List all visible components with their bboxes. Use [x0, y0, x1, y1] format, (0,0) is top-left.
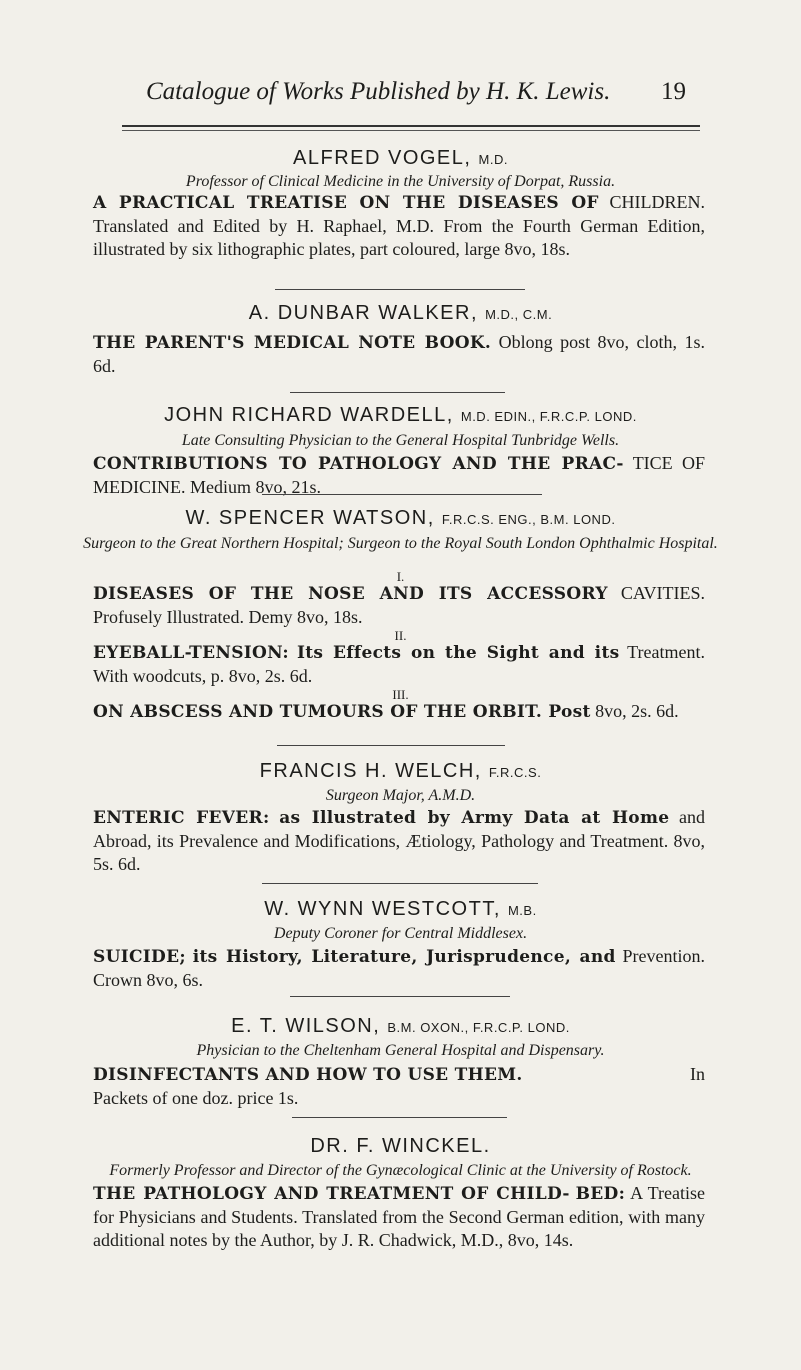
author-role: Formerly Professor and Director of the Gynæcological Clinic at the University of Rostock.	[109, 1162, 692, 1179]
book-title: EYEBALL-TENSION:	[93, 643, 289, 663]
author-name: JOHN RICHARD WARDELL,	[164, 404, 454, 426]
book-subtitle: its History, Literature, Jurisprudence, and	[192, 947, 616, 967]
author-heading	[0, 147, 801, 170]
author-name: DR. F. WINCKEL.	[310, 1135, 491, 1157]
separator	[277, 745, 505, 746]
author-heading	[0, 898, 801, 921]
book-details: Oblong post 8vo, cloth, 1s. 6d.	[93, 332, 706, 376]
book-title: DISEASES OF THE NOSE AND ITS ACCESSORY	[93, 584, 608, 604]
header-rule	[122, 125, 700, 127]
author-name: ALFRED VOGEL,	[293, 147, 472, 169]
separator	[290, 996, 510, 997]
header-rule-thin	[122, 130, 700, 131]
author-degrees: M.D.	[478, 152, 508, 167]
author-heading	[0, 1135, 801, 1158]
book-entry	[93, 945, 705, 992]
separator	[275, 289, 525, 290]
work-numeral: III.	[392, 687, 409, 702]
author-name: W. WYNN WESTCOTT,	[264, 898, 501, 920]
author-degrees: M.D., C.M.	[485, 307, 553, 322]
book-details: CHILDREN. Translated and Edited by H. Raphael, M.D. From the Fourth German Edition, illustrated by six lithographic plates, part coloured, large 8vo, 18s.	[93, 192, 706, 259]
book-entry	[93, 191, 705, 261]
author-role: Deputy Coroner for Central Middlesex.	[273, 925, 528, 942]
author-role: Physician to the Cheltenham General Hospital and Dispensary.	[196, 1042, 605, 1059]
author-heading	[0, 507, 801, 530]
book-details: Prevention. Crown 8vo, 6s.	[93, 946, 706, 990]
book-subtitle: BED:	[575, 1184, 626, 1204]
book-title: ENTERIC FEVER:	[93, 808, 270, 828]
author-name: W. SPENCER WATSON,	[185, 507, 435, 529]
book-entry	[93, 641, 705, 688]
separator	[262, 494, 542, 495]
book-title: THE PARENT'S MEDICAL NOTE BOOK.	[93, 333, 492, 353]
author-role: Late Consulting Physician to the General Hospital Tunbridge Wells.	[181, 432, 620, 449]
book-subtitle: Its Effects on the Sight and its	[296, 643, 620, 663]
book-details: A Treatise for Physicians and Students. Translated from the Second German edition, with many additional notes by the Author, by J. R. Chadwick, M.D., 8vo, 14s.	[93, 1183, 705, 1250]
separator	[290, 392, 505, 393]
book-title: DISINFECTANTS AND HOW TO USE THEM.	[93, 1065, 523, 1085]
book-title: CONTRIBUTIONS TO PATHOLOGY AND THE PRAC-	[93, 454, 624, 474]
book-details: 8vo, 2s. 6d.	[595, 701, 679, 721]
author-name: FRANCIS H. WELCH,	[259, 760, 482, 782]
author-degrees: M.B.	[507, 903, 537, 918]
author-heading	[0, 302, 801, 325]
author-degrees: M.D. EDIN., F.R.C.P. LOND.	[460, 409, 637, 424]
book-title-tail: In	[690, 1064, 705, 1084]
author-heading	[0, 760, 801, 783]
work-numeral: II.	[394, 628, 407, 643]
author-name: E. T. WILSON,	[231, 1015, 381, 1037]
work-numeral: I.	[396, 569, 405, 584]
book-title: SUICIDE;	[93, 947, 186, 967]
book-title: ON ABSCESS AND TUMOURS OF THE ORBIT. Post	[93, 702, 591, 722]
separator	[262, 883, 538, 884]
running-title: Catalogue of Works Published by H. K. Lewis.	[146, 78, 611, 105]
book-title: A PRACTICAL TREATISE ON THE DISEASES OF	[93, 193, 599, 213]
author-role: Professor of Clinical Medicine in the University of Dorpat, Russia.	[185, 173, 616, 190]
author-name: A. DUNBAR WALKER,	[248, 302, 479, 324]
book-details: CAVITIES. Profusely Illustrated. Demy 8vo, 18s.	[93, 583, 705, 627]
book-entry	[93, 582, 705, 629]
author-heading	[0, 404, 801, 427]
book-entry	[93, 700, 705, 724]
author-degrees: B.M. OXON., F.R.C.P. LOND.	[387, 1020, 570, 1035]
author-role: Surgeon Major, A.M.D.	[325, 787, 476, 804]
author-heading	[0, 1015, 801, 1038]
author-role: Surgeon to the Great Northern Hospital; Surgeon to the Royal South London Ophthalmic Hospital.	[83, 535, 718, 552]
book-entry	[93, 331, 705, 378]
book-entry	[93, 806, 705, 876]
book-details: Packets of one doz. price 1s.	[93, 1088, 299, 1108]
book-details: and Abroad, its Prevalence and Modifications, Ætiology, Pathology and Treatment. 8vo, 5s. 6d.	[93, 807, 706, 874]
book-title: THE PATHOLOGY AND TREATMENT OF CHILD-	[93, 1184, 570, 1204]
page-number: 19	[661, 78, 686, 105]
book-entry	[93, 452, 705, 499]
book-entry	[93, 1182, 705, 1252]
book-details: TICE OF MEDICINE. Medium 8vo, 21s.	[93, 453, 705, 497]
separator	[292, 1117, 507, 1118]
author-degrees: F.R.C.S. ENG., B.M. LOND.	[441, 512, 616, 527]
book-entry	[93, 1063, 705, 1110]
book-subtitle: as Illustrated by Army Data at Home	[279, 808, 670, 828]
book-details: Treatment. With woodcuts, p. 8vo, 2s. 6d.	[93, 642, 705, 686]
author-degrees: F.R.C.S.	[488, 765, 542, 780]
